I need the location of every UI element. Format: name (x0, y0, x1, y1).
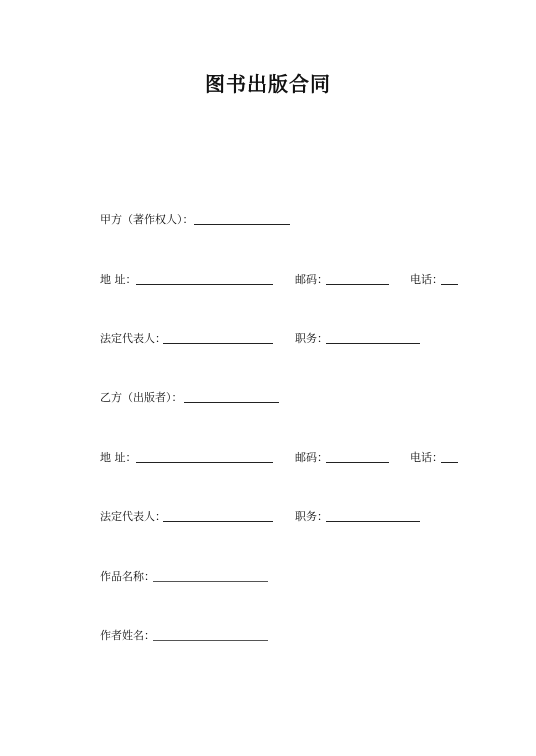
author-name-field[interactable] (153, 640, 268, 641)
party-a-address-label: 地 址： (100, 273, 137, 286)
party-b-address-label: 地 址： (100, 451, 137, 464)
party-b-address-row (0, 446, 536, 466)
party-b-postcode-field[interactable] (326, 462, 389, 463)
work-title-row (0, 565, 536, 585)
party-b-phone-label: 电话： (410, 451, 443, 464)
party-a-name-field[interactable] (194, 224, 290, 225)
party-a-postcode-field[interactable] (326, 284, 389, 285)
party-b-name-label: 乙方（出版者）： (100, 391, 183, 404)
author-name-label: 作者姓名： (100, 629, 155, 642)
party-b-postcode-label: 邮码： (295, 451, 328, 464)
party-a-position-label: 职务： (295, 332, 328, 345)
party-a-rep-label: 法定代表人： (100, 332, 166, 345)
party-b-position-label: 职务： (295, 510, 328, 523)
party-a-name-label: 甲方（著作权人）： (100, 213, 194, 226)
document-title: 图书出版合同 (205, 72, 331, 96)
author-name-row (0, 624, 536, 644)
party-a-name-row (0, 208, 536, 228)
party-b-rep-label: 法定代表人： (100, 510, 166, 523)
party-a-rep-field[interactable] (163, 343, 273, 344)
party-a-address-row (0, 268, 536, 288)
party-b-name-field[interactable] (184, 402, 279, 403)
party-b-name-row (0, 386, 536, 406)
party-a-phone-label: 电话： (410, 273, 443, 286)
party-b-rep-row (0, 505, 536, 525)
party-a-position-field[interactable] (326, 343, 420, 344)
party-a-phone-field[interactable] (441, 284, 458, 285)
party-b-phone-field[interactable] (441, 462, 458, 463)
party-a-address-field[interactable] (136, 284, 273, 285)
party-b-address-field[interactable] (136, 462, 273, 463)
party-b-position-field[interactable] (326, 521, 420, 522)
party-b-rep-field[interactable] (163, 521, 273, 522)
party-a-postcode-label: 邮码： (295, 273, 328, 286)
party-a-rep-row (0, 327, 536, 347)
work-title-label: 作品名称： (100, 570, 155, 583)
work-title-field[interactable] (153, 581, 268, 582)
